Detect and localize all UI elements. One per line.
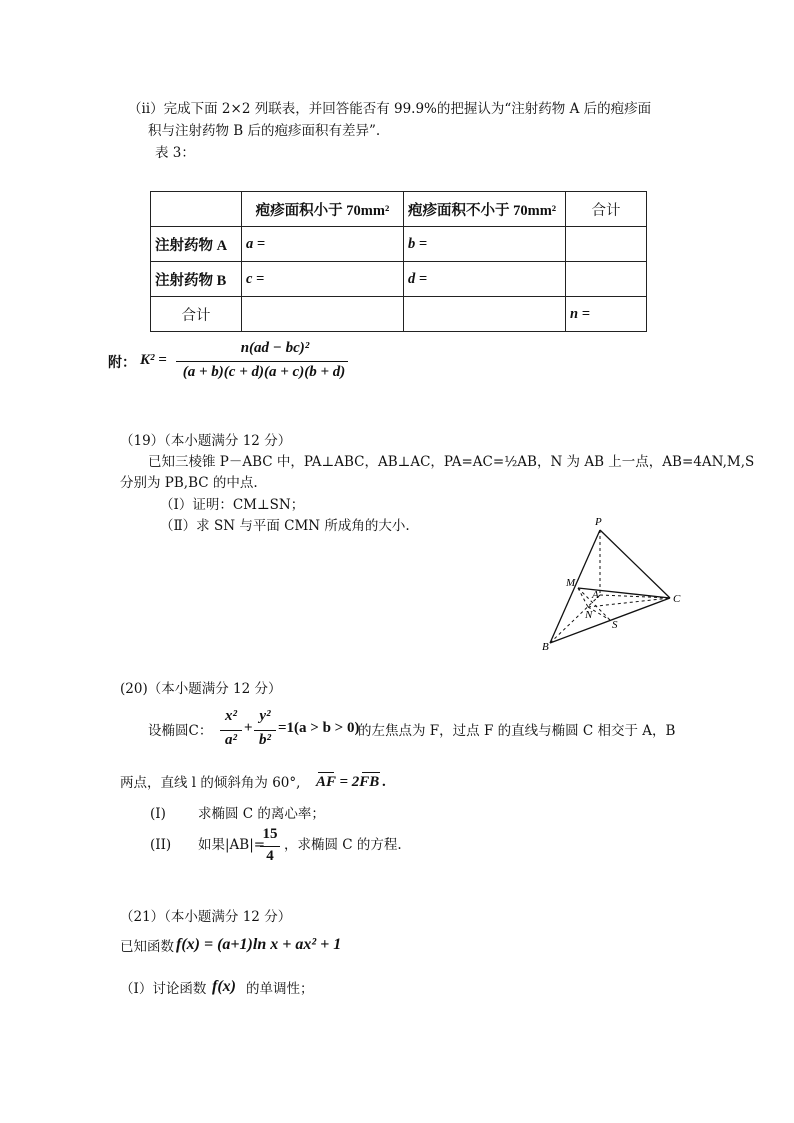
q20-sub1-num: (I) (150, 806, 166, 822)
label-n: N (585, 609, 593, 621)
q21-sub1-func: f(x) (212, 978, 236, 995)
header-cell-2: 疱疹面积不小于 70mm² (404, 192, 566, 227)
q21-function: f(x) = (a+1)ln x + ax² + 1 (176, 936, 342, 953)
label-a: A (592, 589, 599, 601)
q20-sub2 (150, 826, 550, 870)
q21-function-line (120, 934, 520, 960)
formula-fraction-bar (176, 361, 348, 362)
table-header-row (151, 192, 647, 227)
edge-mn (578, 588, 588, 607)
q21-sub1-post: 的单调性； (246, 981, 314, 997)
cell-total-col1 (242, 297, 404, 332)
q20-ellipse-line (148, 708, 708, 754)
cell-n: n = (566, 297, 647, 332)
formula-numerator: n(ad − bc)² (240, 340, 310, 356)
header-cell-3: 合计 (566, 192, 647, 227)
frac-4: 4 (266, 848, 274, 864)
q20-line2 (120, 770, 620, 796)
row-label: 注射药物 B (151, 262, 242, 297)
q21-heading: （21）（本小题满分 12 分） (120, 909, 292, 925)
vector-end: . (382, 774, 386, 790)
eq-tail: =1(a > b > 0) (278, 720, 360, 736)
frac-15: 15 (262, 826, 278, 842)
vector-equation: AF = 2FB (316, 774, 380, 790)
q20-heading: (20)（本小题满分 12 分） (120, 681, 282, 697)
q20-sub2-post: ，求椭圆 C 的方程. (284, 837, 402, 853)
cell-d: d = (404, 262, 566, 297)
eq-y-bar (254, 730, 276, 731)
label-b: B (542, 641, 549, 653)
edge-bc (550, 598, 670, 643)
eq-x-bar (220, 730, 242, 731)
q20-sub2-num: (II) (150, 837, 172, 853)
table-row (151, 262, 647, 297)
k2-formula (108, 340, 368, 384)
eq-x-den: a² (225, 732, 237, 748)
cell-c: c = (242, 262, 404, 297)
eq-x-num: x² (225, 708, 237, 724)
table-label: 表 3： (155, 145, 195, 161)
label-m: M (566, 577, 576, 589)
pyramid-figure (530, 510, 700, 658)
cell-a: a = (242, 227, 404, 262)
q20-sub2-pre: 如果|AB|= (198, 837, 266, 853)
q19-sub1: （Ⅰ）证明：CM⊥SN； (160, 497, 305, 513)
q19-line1: 已知三棱锥 P－ABC 中，PA⊥ABC，AB⊥AC，PA=AC=½AB，N 为 AB 上一点，AB=4AN,M,S (148, 454, 755, 470)
header-cell-0 (151, 192, 242, 227)
q19-sub2: （Ⅱ）求 SN 与平面 CMN 所成角的大小. (160, 518, 410, 534)
q20-after-eq: 的左焦点为 F，过点 F 的直线与椭圆 C 相交于 A，B (358, 723, 676, 739)
row-label: 注射药物 A (151, 227, 242, 262)
cell-b: b = (404, 227, 566, 262)
q20-sub1-text: 求椭圆 C 的离心率； (198, 806, 325, 822)
label-s: S (612, 619, 618, 631)
cell-total-a (566, 227, 647, 262)
label-c: C (673, 593, 681, 605)
eq-y-den: b² (259, 732, 271, 748)
part-ii-line1: （ⅱ）完成下面 2×2 列联表，并回答能否有 99.9%的把握认为“注射药物 A 后的疱疹面 (128, 101, 652, 117)
eq-plus: + (244, 720, 253, 736)
cell-total-b (566, 262, 647, 297)
table-row (151, 297, 647, 332)
q20-line2-text: 两点，直线 l 的倾斜角为 60°, (120, 775, 301, 791)
formula-prefix: 附： (108, 356, 136, 371)
q19-heading: （19）（本小题满分 12 分） (120, 433, 292, 449)
header-cell-1: 疱疹面积小于 70mm² (242, 192, 404, 227)
q21-sub1-line (120, 976, 520, 1002)
q20-intro: 设椭圆C： (148, 723, 213, 739)
cell-total-col2 (404, 297, 566, 332)
q21-intro: 已知函数 (120, 939, 174, 955)
q19-line2: 分别为 PB,BC 的中点. (120, 475, 258, 491)
vector-arrow-fb (362, 772, 380, 773)
vector-arrow-af (318, 772, 334, 773)
table-row (151, 227, 647, 262)
q21-sub1-pre: （I）讨论函数 (120, 981, 207, 997)
part-ii-line2: 积与注射药物 B 后的疱疹面积有差异”. (148, 123, 381, 139)
edge-pc (600, 530, 670, 598)
formula-denominator: (a + b)(c + d)(a + c)(b + d) (182, 364, 346, 380)
eq-y-num: y² (259, 708, 271, 724)
row-label: 合计 (151, 297, 242, 332)
formula-lhs: K² = (140, 352, 167, 368)
frac-bar (260, 846, 280, 847)
contingency-table (150, 191, 647, 332)
label-p: P (595, 516, 602, 528)
